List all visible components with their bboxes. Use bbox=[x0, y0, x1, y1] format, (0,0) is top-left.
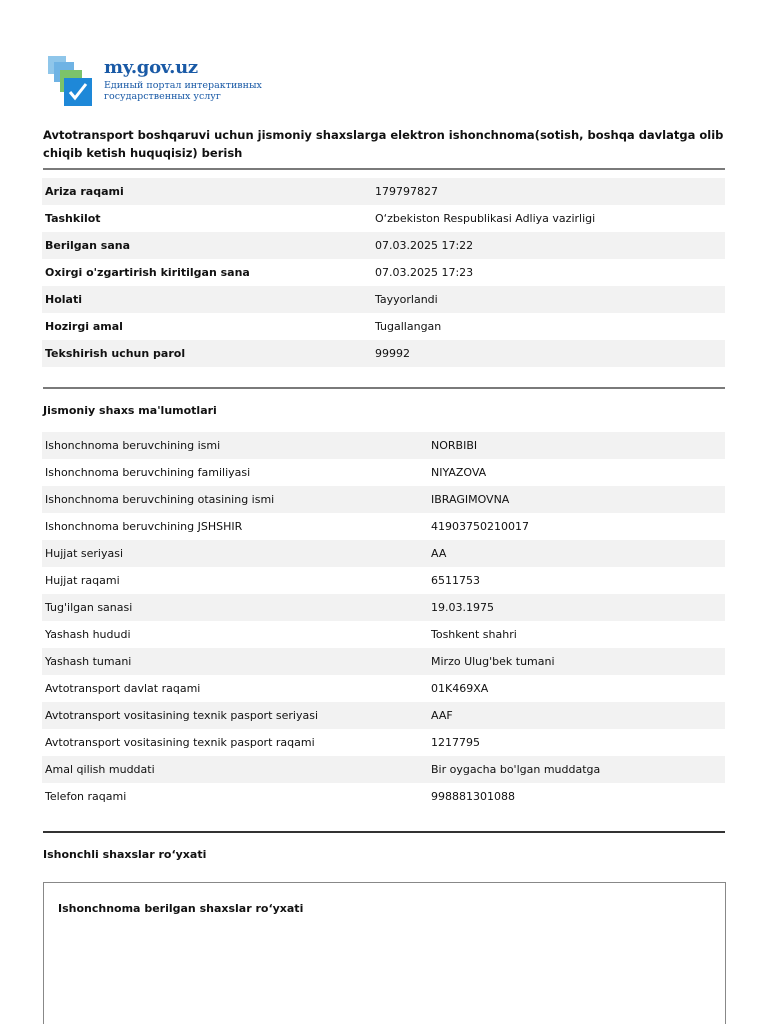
field-label: Ishonchnoma beruvchining ismi bbox=[42, 432, 428, 459]
field-label: Telefon raqami bbox=[45, 790, 127, 803]
table-row bbox=[42, 459, 725, 486]
table-row bbox=[42, 783, 725, 810]
trusted-persons-box bbox=[43, 882, 726, 1024]
field-label: Ishonchnoma beruvchining JSHSHIR bbox=[45, 520, 243, 533]
field-value: 19.03.1975 bbox=[428, 594, 725, 621]
table-row bbox=[42, 621, 725, 648]
field-label: Yashash tumani bbox=[42, 648, 428, 675]
field-label: Tug'ilgan sanasi bbox=[42, 594, 428, 621]
table-row bbox=[42, 567, 725, 594]
field-value: Bir oygacha bo'lgan muddatga bbox=[428, 756, 725, 783]
field-label: Amal qilish muddati bbox=[42, 756, 428, 783]
field-value: Tayyorlandi bbox=[372, 286, 725, 313]
field-label: Hujjat raqami bbox=[45, 574, 120, 587]
person-table bbox=[42, 432, 725, 810]
field-value: NORBIBI bbox=[428, 432, 725, 459]
field-value: Mirzo Ulug'bek tumani bbox=[428, 648, 725, 675]
field-value: AAF bbox=[428, 702, 725, 729]
field-value: 01K469XA bbox=[431, 682, 489, 695]
field-label: Ishonchnoma beruvchining otasining ismi bbox=[42, 486, 428, 513]
field-label: Yashash hududi bbox=[45, 628, 131, 641]
table-row bbox=[42, 675, 725, 702]
table-row bbox=[42, 594, 725, 621]
field-value: 07.03.2025 17:23 bbox=[375, 266, 474, 279]
field-label: Ishonchnoma beruvchining familiyasi bbox=[45, 466, 251, 479]
table-row bbox=[42, 756, 725, 783]
field-label: Tekshirish uchun parol bbox=[42, 340, 372, 367]
field-value: 179797827 bbox=[372, 178, 725, 205]
field-label: Hozirgi amal bbox=[45, 320, 123, 333]
table-row bbox=[42, 340, 725, 367]
table-row bbox=[42, 205, 725, 232]
table-row bbox=[42, 648, 725, 675]
portal-logo-icon bbox=[46, 52, 96, 108]
divider bbox=[43, 168, 725, 170]
table-row bbox=[42, 540, 725, 567]
table-row bbox=[42, 432, 725, 459]
field-label: Avtotransport vositasining texnik pasport seriyasi bbox=[42, 702, 428, 729]
portal-logo-title: my.gov.uz bbox=[104, 57, 198, 78]
field-value: 998881301088 bbox=[431, 790, 515, 803]
table-row bbox=[42, 702, 725, 729]
divider bbox=[43, 831, 725, 833]
field-value: Tugallangan bbox=[375, 320, 442, 333]
portal-logo[interactable] bbox=[46, 52, 306, 110]
field-label: Tashkilot bbox=[45, 212, 101, 225]
table-row bbox=[42, 232, 725, 259]
table-row bbox=[42, 313, 725, 340]
field-value: 41903750210017 bbox=[431, 520, 529, 533]
trusted-section-title: Ishonchli shaxslar ro‘yxati bbox=[43, 848, 207, 861]
table-row bbox=[42, 513, 725, 540]
table-row bbox=[42, 259, 725, 286]
field-value: 07.03.2025 17:22 bbox=[372, 232, 725, 259]
field-value: 99992 bbox=[372, 340, 725, 367]
field-label: Ariza raqami bbox=[42, 178, 372, 205]
divider bbox=[43, 387, 725, 389]
field-label: Oxirgi o'zgartirish kiritilgan sana bbox=[45, 266, 250, 279]
field-value: IBRAGIMOVNA bbox=[428, 486, 725, 513]
person-section-title: Jismoniy shaxs ma'lumotlari bbox=[43, 404, 217, 417]
table-row bbox=[42, 178, 725, 205]
field-value: AA bbox=[428, 540, 725, 567]
field-label: Berilgan sana bbox=[42, 232, 372, 259]
field-label: Avtotransport vositasining texnik pasport raqami bbox=[45, 736, 315, 749]
field-label: Avtotransport davlat raqami bbox=[45, 682, 201, 695]
document-title: Avtotransport boshqaruvi uchun jismoniy shaxslarga elektron ishonchnoma(sotish, boshqa davlatga olib chiqib ketish huquqisiz) berish bbox=[43, 128, 724, 160]
field-value: 1217795 bbox=[431, 736, 480, 749]
table-row bbox=[42, 729, 725, 756]
field-label: Hujjat seriyasi bbox=[42, 540, 428, 567]
field-value: NIYAZOVA bbox=[431, 466, 487, 479]
trusted-box-title: Ishonchnoma berilgan shaxslar ro‘yxati bbox=[58, 902, 304, 915]
field-value: O‘zbekiston Respublikasi Adliya vazirligi bbox=[375, 212, 596, 225]
portal-logo-subtitle: Единый портал интерактивных государственных услуг bbox=[104, 80, 262, 102]
table-row bbox=[42, 486, 725, 513]
table-row bbox=[42, 286, 725, 313]
field-value: Toshkent shahri bbox=[431, 628, 517, 641]
field-label: Holati bbox=[42, 286, 372, 313]
field-value: 6511753 bbox=[431, 574, 480, 587]
application-table bbox=[42, 178, 725, 367]
